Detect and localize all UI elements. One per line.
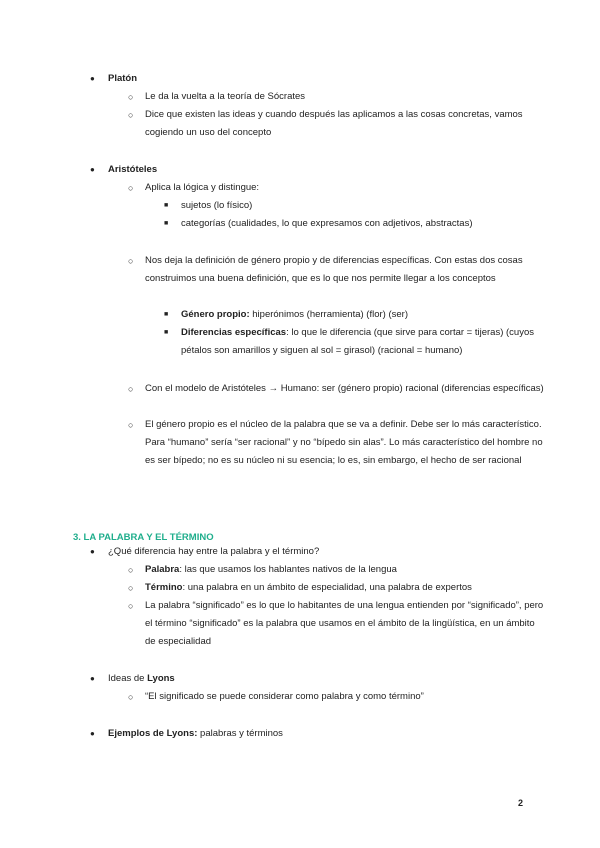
- palabra-label: Palabra: [145, 564, 180, 575]
- bullet-level1: ●: [90, 547, 95, 556]
- list-item: [128, 380, 545, 398]
- list-item: [90, 543, 548, 561]
- page-number: 2: [518, 798, 524, 808]
- list-item: [164, 215, 541, 233]
- bullet-level1: ●: [90, 729, 95, 738]
- platon-item-2: Dice que existen las ideas y cuando después las aplicamos a las cosas concretas, vamos cogiendo un uso del concepto: [145, 109, 523, 138]
- list-item: [164, 306, 541, 324]
- list-item: [128, 179, 545, 197]
- palabra-text: : las que usamos los hablantes nativos de la lengua: [179, 564, 397, 575]
- ejemplos-label: Ejemplos de Lyons:: [108, 728, 198, 739]
- bullet-level2: ○: [128, 92, 134, 102]
- list-item-platon: [90, 70, 548, 88]
- bullet-level2: ○: [128, 183, 134, 193]
- diferencias-label: Diferencias específicas: [181, 327, 287, 338]
- ideas-prefix: Ideas de: [108, 673, 148, 684]
- list-item: [128, 688, 545, 706]
- ideas-name: Lyons: [147, 673, 175, 684]
- list-item: [164, 197, 541, 215]
- aristoteles-sub-1: sujetos (lo físico): [181, 200, 253, 211]
- platon-title: Platón: [108, 73, 138, 84]
- platon-item-1: Le da la vuelta a la teoría de Sócrates: [145, 91, 306, 102]
- lyons-quote: “El significado se puede considerar como palabra y como término”: [145, 691, 424, 702]
- bullet-level1: ●: [90, 674, 95, 683]
- list-item: [128, 579, 545, 597]
- list-item: [90, 670, 548, 688]
- aristoteles-sub-2: categorías (cualidades, lo que expresamos con adjetivos, abstractas): [181, 218, 473, 229]
- aristoteles-item-2: Nos deja la definición de género propio y de diferencias específicas. Con estas dos cosas construimos una buena definición, que es lo que nos permite llegar a los conceptos: [145, 255, 523, 284]
- bullet-level3: ■: [164, 329, 169, 336]
- bullet-level2: ○: [128, 420, 134, 430]
- bullet-level3: ■: [164, 311, 169, 318]
- bullet-level1: ●: [90, 165, 95, 174]
- genero-text: hiperónimos (herramienta) (flor) (ser): [249, 309, 408, 320]
- bullet-level2: ○: [128, 256, 134, 266]
- section-heading: 3. LA PALABRA Y EL TÉRMINO: [73, 532, 214, 543]
- aristoteles-item-3: Con el modelo de Aristóteles → Humano: ser (género propio) racional (diferencias específicas): [145, 383, 544, 394]
- bullet-level3: ■: [164, 202, 169, 209]
- bullet-level1: ●: [90, 74, 95, 83]
- aristoteles-title: Aristóteles: [108, 164, 158, 175]
- bullet-level2: ○: [128, 583, 134, 593]
- list-item-aristoteles: [90, 161, 548, 179]
- termino-label: Término: [145, 582, 183, 593]
- bullet-level2: ○: [128, 565, 134, 575]
- bullet-level2: ○: [128, 601, 134, 611]
- list-item: [128, 561, 545, 579]
- list-item: [164, 324, 541, 360]
- bullet-level3: ■: [164, 220, 169, 227]
- termino-text: : una palabra en un ámbito de especialidad, una palabra de expertos: [182, 582, 472, 593]
- aristoteles-item-1: Aplica la lógica y distingue:: [145, 182, 260, 193]
- list-item: [128, 416, 545, 470]
- bullet-level2: ○: [128, 692, 134, 702]
- bullet-level2: ○: [128, 110, 134, 120]
- bullet-level2: ○: [128, 384, 134, 394]
- diferencias-text: : lo que le diferencia (que sirve para cortar = tijeras) (cuyos pétalos son amarillos y siguen al sol = girasol) (racional = humano): [181, 327, 534, 356]
- list-item: [128, 106, 545, 142]
- ejemplos-text: palabras y términos: [197, 728, 283, 739]
- significado-text: La palabra “significado” es lo que lo habitantes de una lengua entienden por “significado”, pero el término “significado” es la palabra que usamos en el ámbito de la lingüística, en un ámbito de especialidad: [145, 600, 544, 647]
- section3-question: ¿Qué diferencia hay entre la palabra y el término?: [108, 546, 320, 557]
- aristoteles-item-4: El género propio es el núcleo de la palabra que se va a definir. Debe ser lo más característico. Para “humano” sería “ser racional” y no “bípedo sin alas”. Lo más característico del hombre no es ser bípedo; no es su núcleo ni su esencia; lo es, sin embargo, el hecho de ser racional: [145, 419, 543, 466]
- genero-label: Género propio:: [181, 309, 250, 320]
- list-item: [128, 252, 545, 288]
- list-item: [90, 725, 548, 743]
- list-item: [128, 597, 545, 651]
- list-item: [128, 88, 545, 106]
